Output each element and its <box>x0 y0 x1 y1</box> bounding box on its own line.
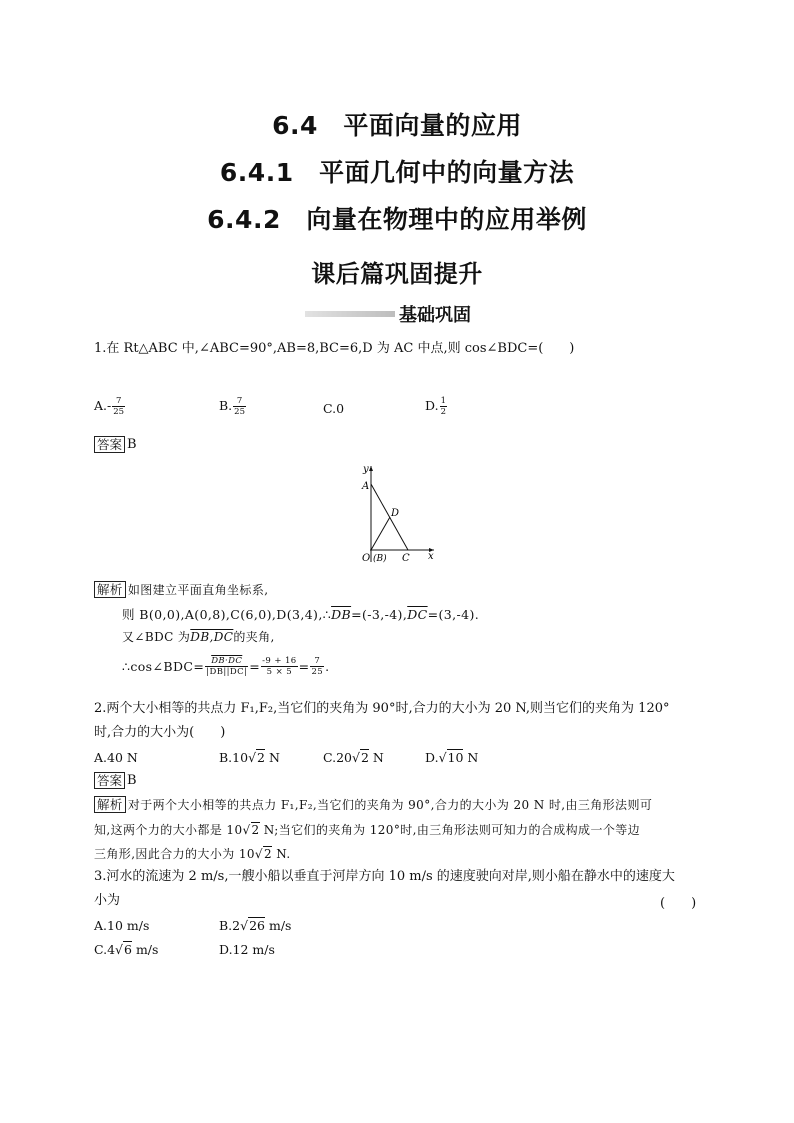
q2-answer-value: B <box>127 773 137 788</box>
radicand: 2 <box>257 750 265 765</box>
q1-option-b <box>219 396 247 417</box>
vector-DC: $\overline{DC}$ <box>407 607 428 622</box>
q1-answer-value: B <box>127 437 137 452</box>
frac-den: 25 <box>113 407 125 417</box>
frac-num: 7 <box>233 396 246 407</box>
analysis-text: =(3,-4). <box>427 607 480 622</box>
q1-option-c: C.0 <box>323 401 345 416</box>
answer-tag: 答案 <box>94 436 125 453</box>
unit: N <box>368 750 384 765</box>
frac-num: 7 <box>310 656 324 667</box>
exercise-title: 课后篇巩固提升 <box>311 260 483 288</box>
label-x: x <box>428 551 434 562</box>
q2-analysis-line-1 <box>94 796 652 813</box>
q1-option-b-prefix: B. <box>219 398 233 413</box>
q1-option-a-prefix: A.- <box>94 398 112 413</box>
q1-analysis-line-2 <box>122 605 479 623</box>
q1-option-d-frac <box>440 396 447 417</box>
frac-num: 7 <box>112 396 125 407</box>
q1-analysis-line-3 <box>122 628 275 645</box>
q1-option-d <box>425 396 448 417</box>
q3-option-b: B.2√26 m/s <box>219 918 292 933</box>
q2-option-b: B.10√2 N <box>219 750 280 765</box>
subsection-title-2: 6.4.2 向量在物理中的应用举例 <box>207 205 587 234</box>
q2-option-c: C.20√2 N <box>323 750 384 765</box>
q1-stem: 1.在 Rt△ABC 中,∠ABC=90°,AB=8,BC=6,D 为 AC 中点,则 cos∠BDC=( ) <box>94 341 575 356</box>
q1-option-a <box>94 396 126 417</box>
option-prefix: C.4 <box>94 942 116 957</box>
label-B: (B) <box>373 554 387 564</box>
cos-result-frac <box>310 656 324 677</box>
analysis-text: 对于两个大小相等的共点力 F₁,F₂,当它们的夹角为 90°,合力的大小为 20 N 时,由三角形法则可 <box>127 798 653 812</box>
option-prefix: D. <box>425 750 439 765</box>
analysis-text: N;当它们的夹角为 120°时,由三角形法则可知力的合成构成一个等边 <box>259 823 641 837</box>
radicand: 10 <box>447 750 464 765</box>
q1-option-a-frac <box>112 396 125 417</box>
analysis-text: =(-3,-4), <box>351 607 408 622</box>
q3-option-a: A.10 m/s <box>94 918 150 933</box>
analysis-text: 知,这两个力的大小都是 10 <box>94 823 243 837</box>
q3-stem-line-1: 3.河水的流速为 2 m/s,一艘小船以垂直于河岸方向 10 m/s 的速度驶向对岸,则小船在静水中的速度大 <box>94 869 675 884</box>
unit: N <box>265 750 280 765</box>
q1-option-d-prefix: D. <box>425 398 439 413</box>
period: . <box>325 659 330 674</box>
q2-stem-line-1: 2.两个大小相等的共点力 F₁,F₂,当它们的夹角为 90°时,合力的大小为 20 N,则当它们的夹角为 120° <box>94 701 670 716</box>
label-y: y <box>363 464 369 475</box>
label-O: O <box>362 553 371 564</box>
radicand: 26 <box>249 918 265 933</box>
analysis-tag: 解析 <box>94 581 126 598</box>
radicand: 6 <box>124 942 132 957</box>
y-axis-arrow <box>369 466 373 471</box>
vector-DB: $\overline{DB}$ <box>331 607 352 622</box>
analysis-text: 又∠BDC 为 <box>122 630 191 644</box>
cos-formula-frac <box>205 656 248 677</box>
frac-den: 25 <box>311 667 324 677</box>
q1-coordinate-figure <box>350 462 440 567</box>
analysis-tag: 解析 <box>94 796 126 813</box>
frac-num: -9 + 16 <box>262 656 297 666</box>
q2-analysis-line-3: 三角形,因此合力的大小为 10√2 N. <box>94 847 291 861</box>
section-label: 基础巩固 <box>399 305 471 326</box>
frac-den: 5 × 5 <box>266 667 293 677</box>
analysis-text: 的夹角, <box>233 630 275 644</box>
option-prefix: C.20 <box>323 750 352 765</box>
label-D: D <box>391 508 400 519</box>
q3-option-c: C.4√6 m/s <box>94 942 159 957</box>
answer-tag: 答案 <box>94 772 125 789</box>
frac-den: 2 <box>440 407 446 417</box>
section-decor-bar <box>305 311 395 317</box>
subsection-title-1: 6.4.1 平面几何中的向量方法 <box>219 158 575 187</box>
q2-analysis-line-2: 知,这两个力的大小都是 10√2 N;当它们的夹角为 120°时,由三角形法则可知力的合成构成一个等边 <box>94 823 641 837</box>
q3-option-d: D.12 m/s <box>219 942 275 957</box>
unit: m/s <box>265 918 292 933</box>
analysis-text: N. <box>272 847 291 861</box>
vector-pair: DB,DC <box>190 630 234 644</box>
q2-stem-line-2: 时,合力的大小为( ) <box>94 725 226 740</box>
label-C: C <box>402 553 410 564</box>
radicand: 2 <box>360 750 369 765</box>
option-prefix: B.10 <box>219 750 249 765</box>
q2-option-d: D.√10 N <box>425 750 479 765</box>
frac-den: |DB||DC| <box>206 667 248 677</box>
unit: N <box>463 750 479 765</box>
analysis-text: 三角形,因此合力的大小为 10 <box>94 847 255 861</box>
segment-BD <box>371 517 390 550</box>
chapter-title: 6.4 平面向量的应用 <box>272 111 522 140</box>
q3-stem-line-2: 小为 <box>94 893 121 908</box>
cos-value-frac <box>261 656 297 677</box>
q1-answer <box>94 436 137 453</box>
q2-answer <box>94 772 137 789</box>
q1-analysis-line-1 <box>94 581 268 598</box>
section-header <box>305 302 471 326</box>
q1-analysis-line-4 <box>122 656 329 677</box>
radicand: 2 <box>251 823 260 837</box>
unit: m/s <box>131 942 159 957</box>
q3-answer-blank: ( ) <box>660 896 697 911</box>
frac-num: 1 <box>440 396 446 406</box>
analysis-text: 则 B(0,0),A(0,8),C(6,0),D(3,4),∴ <box>122 607 332 622</box>
analysis-text: 如图建立平面直角坐标系, <box>127 583 269 597</box>
frac-den: 25 <box>234 407 245 417</box>
label-A: A <box>362 481 370 492</box>
analysis-text: ∴cos∠BDC= <box>122 659 205 674</box>
q2-option-a: A.40 N <box>94 750 138 765</box>
frac-num: DB·DC <box>205 656 248 667</box>
q1-option-b-frac <box>233 396 246 417</box>
option-prefix: B.2 <box>219 918 241 933</box>
equals-sign: = <box>298 659 310 674</box>
equals-sign: = <box>249 659 261 674</box>
radicand: 2 <box>263 847 272 861</box>
